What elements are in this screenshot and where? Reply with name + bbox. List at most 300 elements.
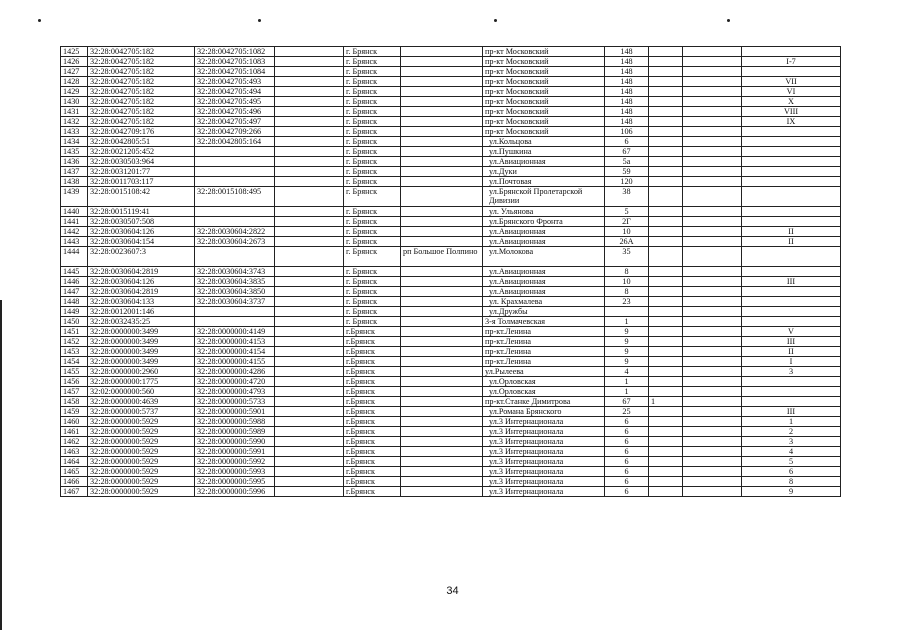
table-row — [61, 107, 841, 117]
cadastral-number-cell: 32:28:0000000:5929 — [88, 487, 195, 497]
cadastral-number-cell: 32:28:0042705:182 — [88, 77, 195, 87]
city-cell: г. Брянск — [344, 127, 401, 137]
cadastral-number-cell: 32:28:0000000:5929 — [88, 437, 195, 447]
building-cell — [649, 167, 683, 177]
building-cell — [649, 187, 683, 207]
house-number-cell: 106 — [605, 127, 649, 137]
cadastral-number-cell: 32:28:0030503:964 — [88, 157, 195, 167]
table-row — [61, 267, 841, 277]
table-row — [61, 347, 841, 357]
table-row — [61, 447, 841, 457]
settlement-cell — [401, 417, 483, 427]
room-cell: VII — [742, 77, 841, 87]
house-number-cell: 148 — [605, 97, 649, 107]
row-number-cell: 1449 — [61, 307, 88, 317]
apartment-cell — [683, 167, 742, 177]
building-cell — [649, 47, 683, 57]
row-number-cell: 1425 — [61, 47, 88, 57]
building-cell — [649, 347, 683, 357]
cadastral-number-cell: 32:28:0042805:51 — [88, 137, 195, 147]
street-cell: ул.3 Интернационала — [483, 477, 605, 487]
table-row — [61, 317, 841, 327]
table-row — [61, 167, 841, 177]
building-cell — [649, 467, 683, 477]
room-cell: II — [742, 347, 841, 357]
room-cell — [742, 167, 841, 177]
street-cell: ул.Почтовая — [483, 177, 605, 187]
sub-cadastral-number-cell: 32:28:0000000:4720 — [195, 377, 275, 387]
house-number-cell: 6 — [605, 137, 649, 147]
city-cell: г. Брянск — [344, 87, 401, 97]
building-cell — [649, 237, 683, 247]
cadastral-number-cell: 32:28:0000000:4639 — [88, 397, 195, 407]
house-number-cell: 6 — [605, 457, 649, 467]
row-number-cell: 1433 — [61, 127, 88, 137]
house-number-cell: 9 — [605, 347, 649, 357]
apartment-cell — [683, 357, 742, 367]
city-cell: г.Брянск — [344, 377, 401, 387]
house-number-cell: 35 — [605, 247, 649, 267]
table-row — [61, 457, 841, 467]
row-number-cell: 1447 — [61, 287, 88, 297]
cadastral-number-cell: 32:02:0000000:560 — [88, 387, 195, 397]
street-cell: ул.Авиационная — [483, 287, 605, 297]
settlement-cell — [401, 237, 483, 247]
district-cell — [275, 217, 344, 227]
district-cell — [275, 97, 344, 107]
building-cell — [649, 97, 683, 107]
sub-cadastral-number-cell: 32:28:0042705:495 — [195, 97, 275, 107]
apartment-cell — [683, 337, 742, 347]
cadastral-number-cell: 32:28:0042705:182 — [88, 57, 195, 67]
sub-cadastral-number-cell: 32:28:0042805:164 — [195, 137, 275, 147]
apartment-cell — [683, 467, 742, 477]
row-number-cell: 1466 — [61, 477, 88, 487]
apartment-cell — [683, 137, 742, 147]
table-row — [61, 367, 841, 377]
table-row — [61, 377, 841, 387]
sub-cadastral-number-cell: 32:28:0042705:494 — [195, 87, 275, 97]
house-number-cell: 148 — [605, 87, 649, 97]
district-cell — [275, 457, 344, 467]
room-cell — [742, 207, 841, 217]
room-cell: II — [742, 237, 841, 247]
sub-cadastral-number-cell: 32:28:0042705:1082 — [195, 47, 275, 57]
cadastral-number-cell: 32:28:0015119:41 — [88, 207, 195, 217]
apartment-cell — [683, 267, 742, 277]
sub-cadastral-number-cell — [195, 247, 275, 267]
row-number-cell: 1439 — [61, 187, 88, 207]
district-cell — [275, 367, 344, 377]
table-row — [61, 397, 841, 407]
city-cell: г. Брянск — [344, 247, 401, 267]
street-cell: ул.Дружбы — [483, 307, 605, 317]
table-row — [61, 237, 841, 247]
row-number-cell: 1429 — [61, 87, 88, 97]
street-cell: ул.3 Интернационала — [483, 437, 605, 447]
cadastral-number-cell: 32:28:0042705:182 — [88, 67, 195, 77]
table-row — [61, 427, 841, 437]
sub-cadastral-number-cell: 32:28:0030604:2822 — [195, 227, 275, 237]
building-cell — [649, 207, 683, 217]
room-cell: VI — [742, 87, 841, 97]
table-row — [61, 217, 841, 227]
building-cell — [649, 427, 683, 437]
house-number-cell — [605, 307, 649, 317]
sub-cadastral-number-cell: 32:28:0042705:496 — [195, 107, 275, 117]
district-cell — [275, 337, 344, 347]
street-cell: ул. Ульянова — [483, 207, 605, 217]
sub-cadastral-number-cell: 32:28:0030604:3737 — [195, 297, 275, 307]
settlement-cell — [401, 277, 483, 287]
building-cell — [649, 447, 683, 457]
district-cell — [275, 177, 344, 187]
street-cell: ул.Орловская — [483, 377, 605, 387]
settlement-cell — [401, 87, 483, 97]
street-cell: пр-кт Московский — [483, 97, 605, 107]
table-row — [61, 207, 841, 217]
city-cell: г.Брянск — [344, 417, 401, 427]
building-cell — [649, 57, 683, 67]
room-cell — [742, 247, 841, 267]
district-cell — [275, 307, 344, 317]
house-number-cell: 67 — [605, 397, 649, 407]
sub-cadastral-number-cell: 32:28:0042709:266 — [195, 127, 275, 137]
room-cell — [742, 397, 841, 407]
district-cell — [275, 107, 344, 117]
cadastral-number-cell: 32:28:0030604:126 — [88, 227, 195, 237]
district-cell — [275, 117, 344, 127]
room-cell — [742, 387, 841, 397]
district-cell — [275, 397, 344, 407]
city-cell: г. Брянск — [344, 187, 401, 207]
building-cell — [649, 377, 683, 387]
sub-cadastral-number-cell: 32:28:0000000:5988 — [195, 417, 275, 427]
street-cell: пр-кт.Ленина — [483, 327, 605, 337]
cadastral-number-cell: 32:28:0021205:452 — [88, 147, 195, 157]
apartment-cell — [683, 237, 742, 247]
row-number-cell: 1460 — [61, 417, 88, 427]
settlement-cell — [401, 357, 483, 367]
settlement-cell — [401, 157, 483, 167]
building-cell — [649, 157, 683, 167]
district-cell — [275, 437, 344, 447]
cadastral-number-cell: 32:28:0000000:3499 — [88, 327, 195, 337]
city-cell: г. Брянск — [344, 287, 401, 297]
district-cell — [275, 427, 344, 437]
settlement-cell — [401, 187, 483, 207]
sub-cadastral-number-cell: 32:28:0000000:5989 — [195, 427, 275, 437]
settlement-cell — [401, 327, 483, 337]
apartment-cell — [683, 477, 742, 487]
street-cell: ул.3 Интернационала — [483, 457, 605, 467]
room-cell: X — [742, 97, 841, 107]
room-cell: V — [742, 327, 841, 337]
cadastral-number-cell: 32:28:0000000:3499 — [88, 347, 195, 357]
cadastral-number-cell: 32:28:0000000:3499 — [88, 337, 195, 347]
cadastral-number-cell: 32:28:0042709:176 — [88, 127, 195, 137]
apartment-cell — [683, 217, 742, 227]
cadastral-number-cell: 32:28:0031201:77 — [88, 167, 195, 177]
room-cell — [742, 137, 841, 147]
street-cell: ул.Пушкина — [483, 147, 605, 157]
city-cell: г.Брянск — [344, 387, 401, 397]
house-number-cell: 59 — [605, 167, 649, 177]
row-number-cell: 1434 — [61, 137, 88, 147]
scan-dot — [38, 19, 41, 22]
cadastral-number-cell: 32:28:0000000:2960 — [88, 367, 195, 377]
table-row — [61, 117, 841, 127]
settlement-cell — [401, 467, 483, 477]
settlement-cell — [401, 127, 483, 137]
row-number-cell: 1435 — [61, 147, 88, 157]
apartment-cell — [683, 97, 742, 107]
street-cell: ул.Молокова — [483, 247, 605, 267]
building-cell — [649, 227, 683, 237]
table-row — [61, 177, 841, 187]
city-cell: г. Брянск — [344, 267, 401, 277]
street-cell: 3-я Толмачевская — [483, 317, 605, 327]
settlement-cell — [401, 217, 483, 227]
house-number-cell: 9 — [605, 327, 649, 337]
city-cell: г.Брянск — [344, 437, 401, 447]
district-cell — [275, 77, 344, 87]
city-cell: г. Брянск — [344, 137, 401, 147]
table-row — [61, 327, 841, 337]
room-cell: 6 — [742, 467, 841, 477]
table-row — [61, 467, 841, 477]
table-row — [61, 247, 841, 267]
cadastral-number-cell: 32:28:0000000:5929 — [88, 427, 195, 437]
row-number-cell: 1448 — [61, 297, 88, 307]
cadastral-number-cell: 32:28:0000000:3499 — [88, 357, 195, 367]
sub-cadastral-number-cell — [195, 157, 275, 167]
row-number-cell: 1458 — [61, 397, 88, 407]
building-cell — [649, 137, 683, 147]
table-row — [61, 287, 841, 297]
row-number-cell: 1443 — [61, 237, 88, 247]
city-cell: г. Брянск — [344, 217, 401, 227]
district-cell — [275, 387, 344, 397]
apartment-cell — [683, 417, 742, 427]
cadastral-number-cell: 32:28:0023607:3 — [88, 247, 195, 267]
row-number-cell: 1459 — [61, 407, 88, 417]
room-cell — [742, 157, 841, 167]
room-cell — [742, 67, 841, 77]
sub-cadastral-number-cell: 32:28:0042705:493 — [195, 77, 275, 87]
sub-cadastral-number-cell: 32:28:0042705:1083 — [195, 57, 275, 67]
building-cell — [649, 77, 683, 87]
scan-edge-mark — [0, 300, 2, 630]
room-cell: VIII — [742, 107, 841, 117]
building-cell — [649, 457, 683, 467]
cadastral-number-cell: 32:28:0032435:25 — [88, 317, 195, 327]
cadastral-number-cell: 32:28:0030604:133 — [88, 297, 195, 307]
sub-cadastral-number-cell — [195, 207, 275, 217]
sub-cadastral-number-cell: 32:28:0042705:497 — [195, 117, 275, 127]
city-cell: г. Брянск — [344, 207, 401, 217]
cadastral-number-cell: 32:28:0030604:154 — [88, 237, 195, 247]
room-cell — [742, 297, 841, 307]
apartment-cell — [683, 187, 742, 207]
cadastral-number-cell: 32:28:0030604:2819 — [88, 287, 195, 297]
city-cell: г. Брянск — [344, 307, 401, 317]
row-number-cell: 1426 — [61, 57, 88, 67]
sub-cadastral-number-cell: 32:28:0000000:4793 — [195, 387, 275, 397]
house-number-cell: 9 — [605, 357, 649, 367]
building-cell — [649, 407, 683, 417]
room-cell: III — [742, 277, 841, 287]
table-row — [61, 67, 841, 77]
row-number-cell: 1438 — [61, 177, 88, 187]
cadastral-number-cell: 32:28:0042705:182 — [88, 97, 195, 107]
building-cell — [649, 217, 683, 227]
district-cell — [275, 127, 344, 137]
district-cell — [275, 477, 344, 487]
settlement-cell — [401, 77, 483, 87]
street-cell: пр-кт Московский — [483, 47, 605, 57]
cadastral-number-cell: 32:28:0030604:2819 — [88, 267, 195, 277]
house-number-cell: 148 — [605, 107, 649, 117]
district-cell — [275, 167, 344, 177]
row-number-cell: 1431 — [61, 107, 88, 117]
settlement-cell — [401, 407, 483, 417]
apartment-cell — [683, 157, 742, 167]
city-cell: г. Брянск — [344, 157, 401, 167]
house-number-cell: 148 — [605, 77, 649, 87]
house-number-cell: 1 — [605, 377, 649, 387]
table-row — [61, 127, 841, 137]
district-cell — [275, 297, 344, 307]
row-number-cell: 1442 — [61, 227, 88, 237]
room-cell — [742, 217, 841, 227]
apartment-cell — [683, 367, 742, 377]
settlement-cell — [401, 307, 483, 317]
row-number-cell: 1467 — [61, 487, 88, 497]
building-cell — [649, 357, 683, 367]
sub-cadastral-number-cell: 32:28:0030604:3743 — [195, 267, 275, 277]
table-row — [61, 277, 841, 287]
room-cell — [742, 287, 841, 297]
settlement-cell: рп Большое Полпино — [401, 247, 483, 267]
apartment-cell — [683, 387, 742, 397]
house-number-cell: 6 — [605, 467, 649, 477]
table-row — [61, 337, 841, 347]
row-number-cell: 1445 — [61, 267, 88, 277]
city-cell: г.Брянск — [344, 397, 401, 407]
settlement-cell — [401, 177, 483, 187]
building-cell — [649, 127, 683, 137]
building-cell — [649, 247, 683, 267]
street-cell: ул.Брянского Фронта — [483, 217, 605, 227]
city-cell: г. Брянск — [344, 167, 401, 177]
cadastral-number-cell: 32:28:0011703:117 — [88, 177, 195, 187]
row-number-cell: 1427 — [61, 67, 88, 77]
city-cell: г. Брянск — [344, 107, 401, 117]
house-number-cell: 10 — [605, 277, 649, 287]
table-row — [61, 417, 841, 427]
apartment-cell — [683, 87, 742, 97]
sub-cadastral-number-cell: 32:28:0000000:5990 — [195, 437, 275, 447]
sub-cadastral-number-cell: 32:28:0000000:4286 — [195, 367, 275, 377]
city-cell: г.Брянск — [344, 467, 401, 477]
settlement-cell — [401, 137, 483, 147]
cadastral-number-cell: 32:28:0000000:5929 — [88, 457, 195, 467]
street-cell: ул.Брянской Пролетарской Дивизии — [483, 187, 605, 207]
row-number-cell: 1464 — [61, 457, 88, 467]
apartment-cell — [683, 47, 742, 57]
settlement-cell — [401, 67, 483, 77]
cadastral-number-cell: 32:28:0030604:126 — [88, 277, 195, 287]
apartment-cell — [683, 127, 742, 137]
settlement-cell — [401, 427, 483, 437]
building-cell — [649, 277, 683, 287]
settlement-cell — [401, 317, 483, 327]
table-row — [61, 407, 841, 417]
city-cell: г.Брянск — [344, 357, 401, 367]
sub-cadastral-number-cell: 32:28:0000000:5996 — [195, 487, 275, 497]
building-cell — [649, 477, 683, 487]
room-cell: 3 — [742, 367, 841, 377]
street-cell: пр-кт Московский — [483, 87, 605, 97]
district-cell — [275, 207, 344, 217]
street-cell: пр-кт Московский — [483, 127, 605, 137]
city-cell: г.Брянск — [344, 427, 401, 437]
room-cell — [742, 187, 841, 207]
street-cell: пр-кт Московский — [483, 107, 605, 117]
table-row — [61, 97, 841, 107]
room-cell: 5 — [742, 457, 841, 467]
apartment-cell — [683, 247, 742, 267]
street-cell: ул.3 Интернационала — [483, 447, 605, 457]
city-cell: г. Брянск — [344, 277, 401, 287]
sub-cadastral-number-cell: 32:28:0000000:5991 — [195, 447, 275, 457]
sub-cadastral-number-cell: 32:28:0015108:495 — [195, 187, 275, 207]
city-cell: г. Брянск — [344, 317, 401, 327]
scan-dot — [258, 19, 261, 22]
house-number-cell: 10 — [605, 227, 649, 237]
row-number-cell: 1454 — [61, 357, 88, 367]
row-number-cell: 1453 — [61, 347, 88, 357]
apartment-cell — [683, 327, 742, 337]
settlement-cell — [401, 287, 483, 297]
row-number-cell: 1463 — [61, 447, 88, 457]
city-cell: г. Брянск — [344, 177, 401, 187]
street-cell: ул.Орловская — [483, 387, 605, 397]
district-cell — [275, 357, 344, 367]
sub-cadastral-number-cell: 32:28:0000000:4153 — [195, 337, 275, 347]
room-cell: 2 — [742, 427, 841, 437]
room-cell — [742, 377, 841, 387]
building-cell — [649, 317, 683, 327]
settlement-cell — [401, 117, 483, 127]
city-cell: г. Брянск — [344, 67, 401, 77]
building-cell — [649, 487, 683, 497]
room-cell: III — [742, 337, 841, 347]
room-cell: 8 — [742, 477, 841, 487]
row-number-cell: 1452 — [61, 337, 88, 347]
cadastral-number-cell: 32:28:0042705:182 — [88, 107, 195, 117]
row-number-cell: 1437 — [61, 167, 88, 177]
street-cell: ул.3 Интернационала — [483, 417, 605, 427]
settlement-cell — [401, 447, 483, 457]
room-cell: IX — [742, 117, 841, 127]
scan-dot — [727, 19, 730, 22]
settlement-cell — [401, 267, 483, 277]
apartment-cell — [683, 447, 742, 457]
room-cell: III — [742, 407, 841, 417]
cadastral-number-cell: 32:28:0000000:5929 — [88, 467, 195, 477]
